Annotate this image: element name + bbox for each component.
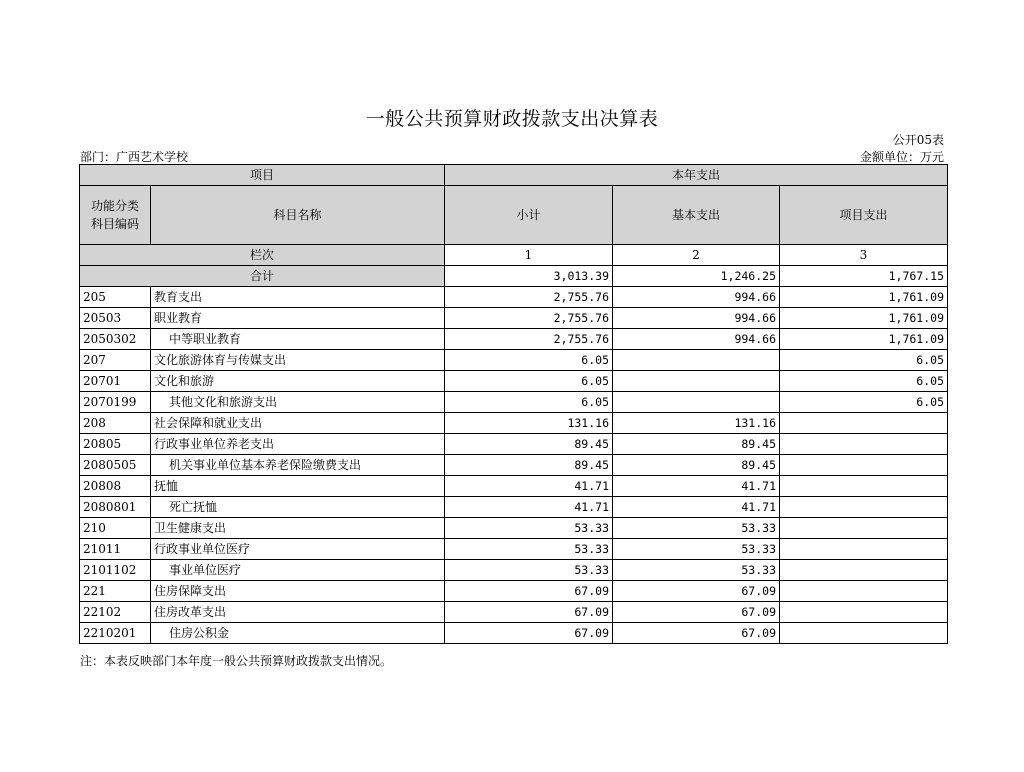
table-row bbox=[80, 476, 948, 497]
table-row bbox=[80, 392, 948, 413]
row-subtotal: 2,755.76 bbox=[445, 329, 613, 350]
header-name: 科目名称 bbox=[151, 186, 445, 245]
row-subtotal: 2,755.76 bbox=[445, 308, 613, 329]
row-basic: 131.16 bbox=[613, 413, 780, 434]
header-basic: 基本支出 bbox=[613, 186, 780, 245]
department-label: 部门：广西艺术学校 bbox=[80, 150, 189, 164]
row-name: 行政事业单位养老支出 bbox=[151, 434, 445, 455]
row-code: 208 bbox=[80, 413, 151, 434]
row-code: 20701 bbox=[80, 371, 151, 392]
amount-unit-label: 金额单位：万元 bbox=[859, 150, 944, 164]
row-code: 2210201 bbox=[80, 623, 151, 644]
row-name: 社会保障和就业支出 bbox=[151, 413, 445, 434]
row-basic bbox=[613, 392, 780, 413]
row-basic: 89.45 bbox=[613, 455, 780, 476]
table-row bbox=[80, 581, 948, 602]
row-code: 20503 bbox=[80, 308, 151, 329]
row-code: 21011 bbox=[80, 539, 151, 560]
row-subtotal: 89.45 bbox=[445, 455, 613, 476]
table-row bbox=[80, 350, 948, 371]
row-name: 住房公积金 bbox=[151, 623, 445, 644]
row-name: 文化旅游体育与传媒支出 bbox=[151, 350, 445, 371]
table-row bbox=[80, 560, 948, 581]
row-subtotal: 2,755.76 bbox=[445, 287, 613, 308]
table-row bbox=[80, 497, 948, 518]
row-name: 行政事业单位医疗 bbox=[151, 539, 445, 560]
row-project bbox=[780, 518, 948, 539]
column-label: 栏次 bbox=[80, 245, 445, 266]
table-row bbox=[80, 455, 948, 476]
row-name: 中等职业教育 bbox=[151, 329, 445, 350]
table-row bbox=[80, 602, 948, 623]
row-code: 205 bbox=[80, 287, 151, 308]
row-name: 文化和旅游 bbox=[151, 371, 445, 392]
row-basic: 53.33 bbox=[613, 518, 780, 539]
table-row bbox=[80, 308, 948, 329]
row-subtotal: 53.33 bbox=[445, 539, 613, 560]
row-project: 1,761.09 bbox=[780, 308, 948, 329]
row-project bbox=[780, 455, 948, 476]
row-name: 住房改革支出 bbox=[151, 602, 445, 623]
row-project bbox=[780, 413, 948, 434]
row-basic: 994.66 bbox=[613, 287, 780, 308]
row-project bbox=[780, 623, 948, 644]
row-basic: 67.09 bbox=[613, 602, 780, 623]
row-subtotal: 6.05 bbox=[445, 350, 613, 371]
header-code: 功能分类 科目编码 bbox=[80, 186, 151, 245]
row-project bbox=[780, 497, 948, 518]
row-subtotal: 41.71 bbox=[445, 476, 613, 497]
row-code: 2080801 bbox=[80, 497, 151, 518]
row-code: 2101102 bbox=[80, 560, 151, 581]
row-name: 职业教育 bbox=[151, 308, 445, 329]
column-1: 1 bbox=[445, 245, 613, 266]
row-basic bbox=[613, 371, 780, 392]
row-code: 2080505 bbox=[80, 455, 151, 476]
row-code: 20805 bbox=[80, 434, 151, 455]
row-basic: 41.71 bbox=[613, 497, 780, 518]
row-project bbox=[780, 476, 948, 497]
row-project: 1,761.09 bbox=[780, 287, 948, 308]
row-project bbox=[780, 602, 948, 623]
row-subtotal: 67.09 bbox=[445, 581, 613, 602]
row-subtotal: 67.09 bbox=[445, 623, 613, 644]
row-name: 其他文化和旅游支出 bbox=[151, 392, 445, 413]
header-current-year: 本年支出 bbox=[445, 165, 948, 186]
table-row bbox=[80, 518, 948, 539]
row-subtotal: 53.33 bbox=[445, 560, 613, 581]
row-basic: 994.66 bbox=[613, 308, 780, 329]
row-name: 卫生健康支出 bbox=[151, 518, 445, 539]
total-label: 合计 bbox=[80, 266, 445, 287]
row-code: 2050302 bbox=[80, 329, 151, 350]
header-row-1 bbox=[80, 165, 948, 186]
footnote: 注：本表反映部门本年度一般公共预算财政拨款支出情况。 bbox=[80, 654, 393, 668]
header-item: 项目 bbox=[80, 165, 445, 186]
table-row bbox=[80, 539, 948, 560]
header-subtotal: 小计 bbox=[445, 186, 613, 245]
row-basic bbox=[613, 350, 780, 371]
row-project: 6.05 bbox=[780, 371, 948, 392]
row-basic: 41.71 bbox=[613, 476, 780, 497]
row-name: 抚恤 bbox=[151, 476, 445, 497]
form-number: 公开05表 bbox=[892, 133, 944, 147]
row-name: 机关事业单位基本养老保险缴费支出 bbox=[151, 455, 445, 476]
table-row bbox=[80, 329, 948, 350]
row-project: 6.05 bbox=[780, 350, 948, 371]
row-name: 事业单位医疗 bbox=[151, 560, 445, 581]
row-project bbox=[780, 539, 948, 560]
row-basic: 89.45 bbox=[613, 434, 780, 455]
row-basic: 53.33 bbox=[613, 539, 780, 560]
table-row bbox=[80, 434, 948, 455]
row-subtotal: 53.33 bbox=[445, 518, 613, 539]
row-basic: 994.66 bbox=[613, 329, 780, 350]
table-row bbox=[80, 623, 948, 644]
row-project bbox=[780, 560, 948, 581]
row-subtotal: 131.16 bbox=[445, 413, 613, 434]
row-project: 6.05 bbox=[780, 392, 948, 413]
row-subtotal: 89.45 bbox=[445, 434, 613, 455]
table-row bbox=[80, 413, 948, 434]
table-row bbox=[80, 371, 948, 392]
row-code: 2070199 bbox=[80, 392, 151, 413]
total-subtotal: 3,013.39 bbox=[445, 266, 613, 287]
row-code: 22102 bbox=[80, 602, 151, 623]
row-code: 20808 bbox=[80, 476, 151, 497]
column-number-row bbox=[80, 245, 948, 266]
row-subtotal: 41.71 bbox=[445, 497, 613, 518]
expenditure-table bbox=[79, 164, 948, 644]
row-project: 1,761.09 bbox=[780, 329, 948, 350]
row-subtotal: 6.05 bbox=[445, 371, 613, 392]
row-subtotal: 6.05 bbox=[445, 392, 613, 413]
table-row bbox=[80, 287, 948, 308]
row-project bbox=[780, 434, 948, 455]
row-code: 210 bbox=[80, 518, 151, 539]
row-code: 221 bbox=[80, 581, 151, 602]
row-basic: 67.09 bbox=[613, 623, 780, 644]
row-name: 住房保障支出 bbox=[151, 581, 445, 602]
header-project: 项目支出 bbox=[780, 186, 948, 245]
column-3: 3 bbox=[780, 245, 948, 266]
total-project: 1,767.15 bbox=[780, 266, 948, 287]
row-basic: 67.09 bbox=[613, 581, 780, 602]
total-row bbox=[80, 266, 948, 287]
total-basic: 1,246.25 bbox=[613, 266, 780, 287]
header-row-2 bbox=[80, 186, 948, 245]
row-name: 教育支出 bbox=[151, 287, 445, 308]
row-name: 死亡抚恤 bbox=[151, 497, 445, 518]
column-2: 2 bbox=[613, 245, 780, 266]
report-title: 一般公共预算财政拨款支出决算表 bbox=[365, 108, 659, 130]
row-subtotal: 67.09 bbox=[445, 602, 613, 623]
row-code: 207 bbox=[80, 350, 151, 371]
row-basic: 53.33 bbox=[613, 560, 780, 581]
row-project bbox=[780, 581, 948, 602]
